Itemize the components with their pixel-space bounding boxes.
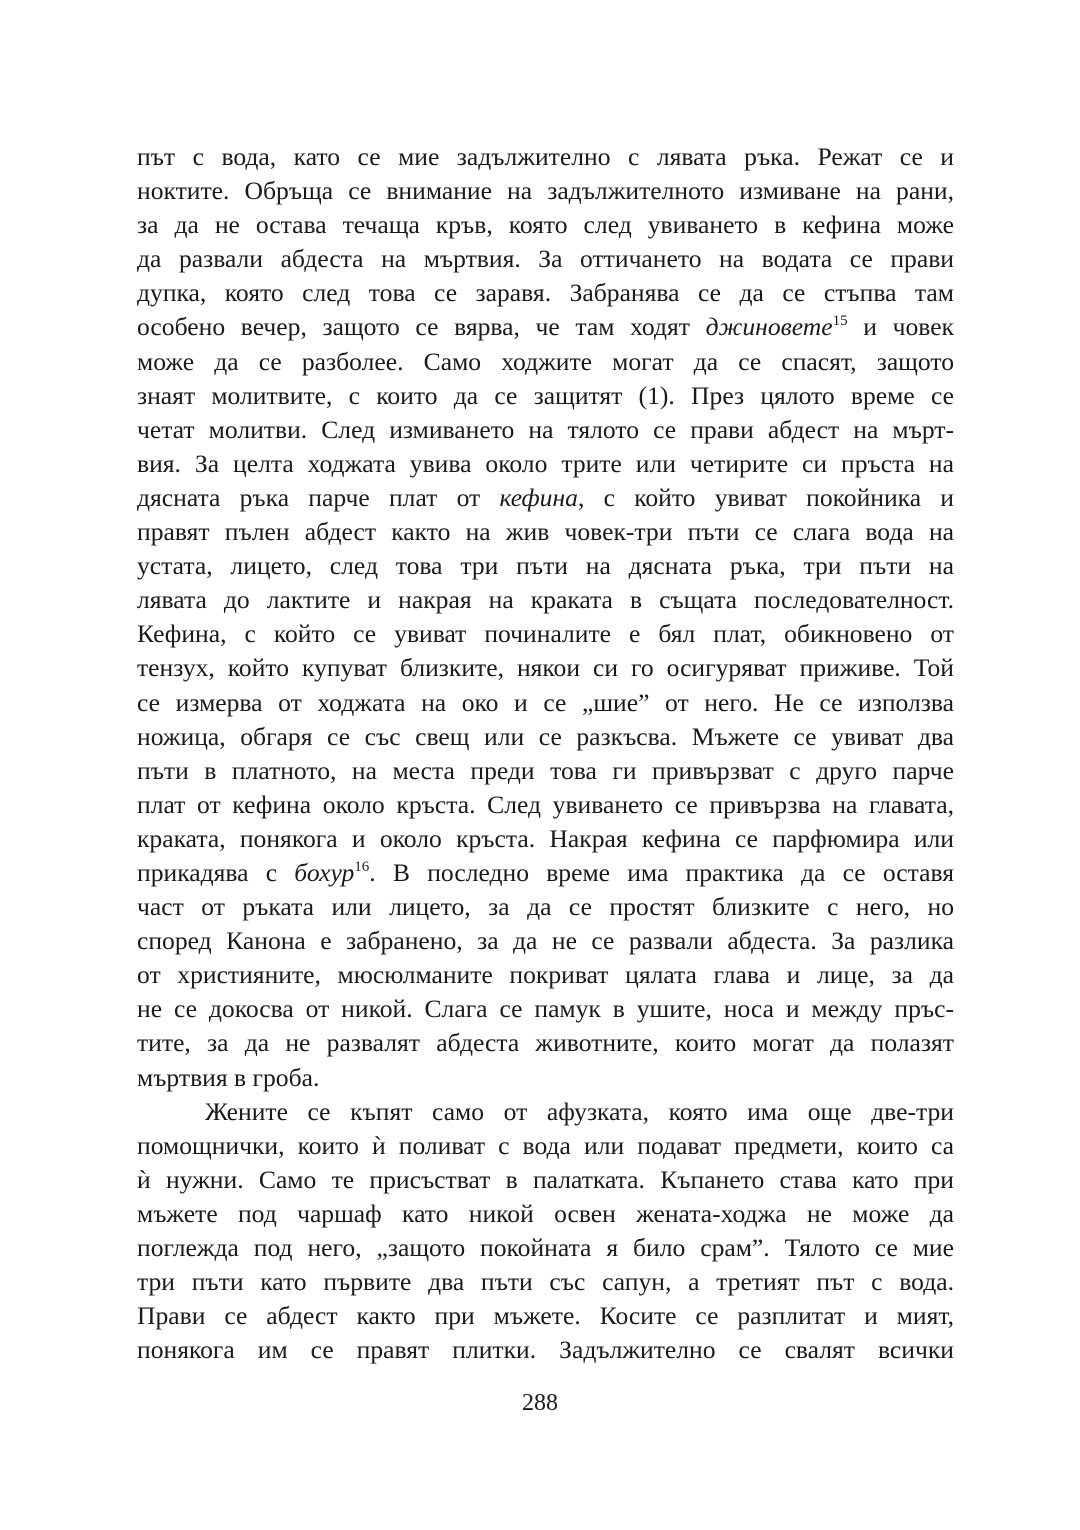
text-line: лявата до лактите и накрая на краката в същата последователност.: [137, 585, 954, 615]
text-line: дясната ръка парче плат от кефина, с който увиват покойника и: [137, 482, 954, 512]
italic-term: джиновете: [705, 312, 833, 342]
text-line: помощнички, които ѝ поливат с вода или подават предмети, които са: [137, 1130, 954, 1160]
italic-term: кефина: [499, 482, 578, 512]
paragraph-2: [137, 1095, 954, 1368]
text-line: плат от кефина около кръста. След увиването се привързва на главата,: [137, 789, 954, 819]
text-line: мъртвия в гроба.: [137, 1062, 320, 1092]
text-line: пъти в платното, на места преди това ги привързват с друго парче: [137, 755, 954, 785]
paragraph-1: [137, 140, 954, 1095]
text-line: от християните, мюсюлманите покриват цялата глава и лице, за да: [137, 960, 954, 990]
page-body: [137, 140, 954, 1367]
text-line: Прави се абдест както при мъжете. Косите се разплитат и мият,: [137, 1301, 954, 1331]
text-line: може да се разболее. Само ходжите могат да се спасят, защото: [137, 346, 954, 376]
text-line: път с вода, като се мие задължително с лявата ръка. Режат се и: [137, 142, 954, 171]
text-line: Жените се къпят само от афузката, която има още две-три: [205, 1096, 954, 1126]
text-line: според Канона е забранено, за да не се развали абдеста. За разлика: [137, 926, 954, 956]
text-line: устата, лицето, след това три пъти на дясната ръка, три пъти на: [137, 551, 954, 581]
text-line: тензух, който купуват близките, някои си го осигуряват приживе. Той: [137, 653, 954, 683]
text-line: ѝ нужни. Само те присъстват в палатката. Къпането става като при: [137, 1164, 954, 1194]
footnote-marker: 15: [832, 313, 848, 330]
text-line: дупка, която след това се заравя. Забранява се да се стъпва там: [137, 278, 954, 308]
text-line: да развали абдеста на мъртвия. За оттичането на водата се прави: [137, 244, 954, 274]
text-line: особено вечер, защото се вярва, че там ходят джиновете$^{15}$ и човек: [137, 312, 954, 342]
footnote-marker: 16: [354, 858, 370, 875]
text-line: не се докосва от никой. Слага се памук в ушите, носа и между пръс-: [137, 994, 954, 1024]
text-line: мъжете под чаршаф като никой освен жената-ходжа не може да: [137, 1198, 954, 1228]
italic-term: бохур: [294, 857, 355, 887]
text-line: ножица, обгаря се със свещ или се разкъсва. Мъжете се увиват два: [137, 721, 954, 751]
text-line: три пъти като първите два пъти със сапун, а третият път с вода.: [137, 1267, 954, 1297]
text-line: Кефина, с който се увиват починалите е бял плат, обикновено от: [137, 619, 954, 649]
text-line: прикадява с бохур$^{16}$. В последно време има практика да се оставя: [137, 857, 955, 887]
text-line: четат молитви. След измиването на тялото се прави абдест на мърт-: [137, 414, 954, 444]
text-line: ноктите. Обръща се внимание на задължителното измиване на рани,: [137, 176, 954, 206]
text-line: краката, понякога и около кръста. Накрая кефина се парфюмира или: [137, 823, 954, 853]
text-line: за да не остава течаща кръв, която след увиването в кефина може: [137, 210, 954, 240]
text-line: поглежда под него, „защото покойната я било срам”. Тялото се мие: [137, 1233, 954, 1262]
text-line: част от ръката или лицето, за да се простят близките с него, но: [137, 892, 954, 922]
page-number: 288: [522, 1390, 558, 1416]
text-line: тите, за да не развалят абдеста животните, които могат да полазят: [137, 1028, 954, 1058]
text-line: правят пълен абдест както на жив човек-три пъти се слага вода на: [137, 517, 954, 547]
text-line: знаят молитвите, с които да се защитят (1). През цялото време се: [137, 380, 954, 410]
text-line: понякога им се правят плитки. Задължително се свалят всички: [137, 1335, 954, 1365]
text-line: се измерва от ходжата на око и се „шие” от него. Не се използва: [137, 687, 954, 717]
text-line: вия. За целта ходжата увива около трите или четирите си пръста на: [137, 448, 954, 478]
